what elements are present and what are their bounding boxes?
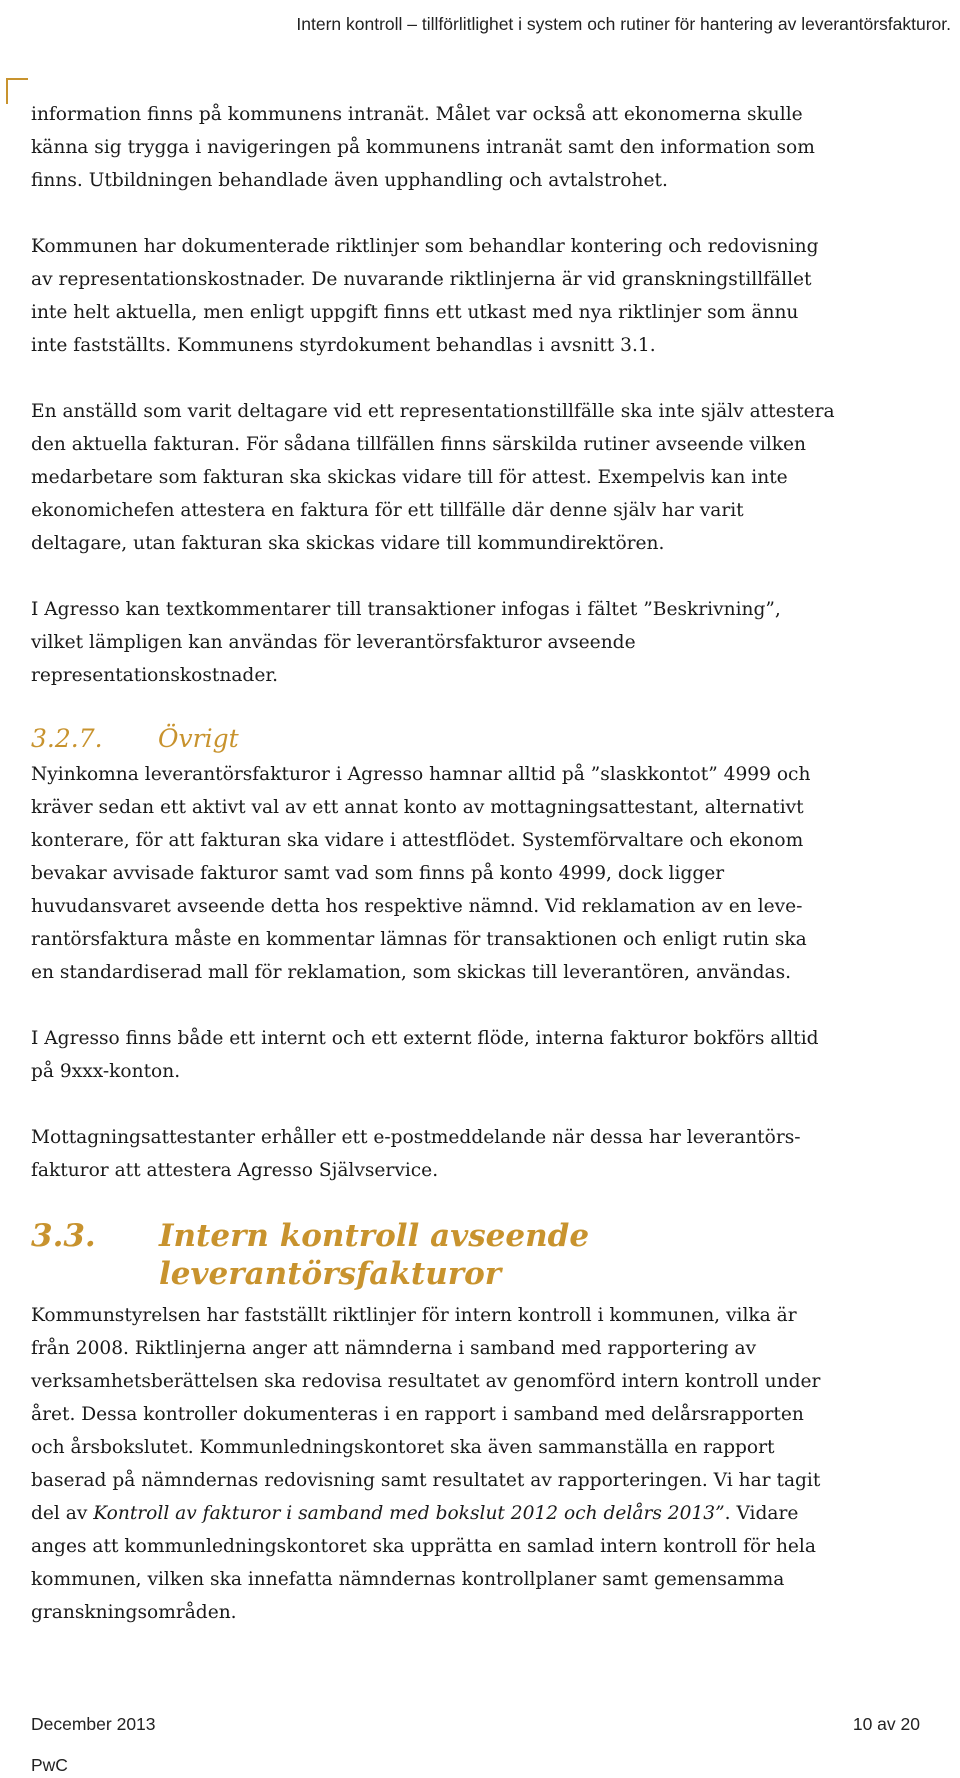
paragraph-internal-external-flow: [31, 1022, 951, 1088]
footer-page-number: 10 av 20: [852, 1714, 920, 1734]
text-line: Nyinkomna leverantörsfakturor i Agresso hamnar alltid på ”slaskkontot” 4999 och: [31, 764, 811, 785]
text-line: I Agresso finns både ett internt och ett externt flöde, interna fakturor bokförs alltid: [31, 1028, 819, 1049]
text-line: Mottagningsattestanter erhåller ett e-postmeddelande när dessa har leverantörs-: [31, 1127, 801, 1148]
text-line: känna sig trygga i navigeringen på kommunens intranät samt den information som: [31, 137, 815, 158]
text-fragment: del av: [31, 1503, 94, 1524]
running-header-title: Intern kontroll – tillförlitlighet i system och rutiner för hantering av leverantörsfakturor.: [296, 14, 951, 34]
section-heading-3-3: [31, 1217, 951, 1293]
paragraph-slask-account: [31, 758, 951, 989]
report-title-italic: Kontroll av fakturor i samband med bokslut 2012 och delårs 2013”: [93, 1503, 725, 1524]
paragraph-representation-guidelines: [31, 230, 951, 362]
text-line: en standardiserad mall för reklamation, som skickas till leverantören, användas.: [31, 962, 792, 983]
text-line: vilket lämpligen kan användas för leverantörsfakturor avseende: [31, 632, 636, 653]
text-line: verksamhetsberättelsen ska redovisa resultatet av genomförd intern kontroll under: [31, 1371, 821, 1392]
paragraph-intranet-training: [31, 98, 951, 197]
text-line: I Agresso kan textkommentarer till transaktioner infogas i fältet ”Beskrivning”,: [31, 599, 781, 620]
text-line: bevakar avvisade fakturor samt vad som finns på konto 4999, dock ligger: [31, 863, 725, 884]
section-heading-3-2-7: [31, 722, 951, 756]
text-line: av representationskostnader. De nuvarande riktlinjerna är vid granskningstillfället: [31, 269, 812, 290]
paragraph-email-notification: [31, 1121, 951, 1187]
section-title: Övrigt: [158, 724, 239, 753]
text-line: konterare, för att fakturan ska vidare i attestflödet. Systemförvaltare och ekonom: [31, 830, 804, 851]
text-line: inte fastställts. Kommunens styrdokument behandlas i avsnitt 3.1.: [31, 335, 656, 356]
text-line: kommunen, vilken ska innefatta nämndernas kontrollplaner samt gemensamma: [31, 1569, 785, 1590]
text-line: kräver sedan ett aktivt val av ett annat konto av mottagningsattestant, alternativt: [31, 797, 804, 818]
text-fragment: . Vidare: [724, 1503, 799, 1524]
text-line: anges att kommunledningskontoret ska upprätta en samlad intern kontroll för hela: [31, 1536, 816, 1557]
section-number: 3.2.7.: [31, 724, 103, 753]
text-line: En anställd som varit deltagare vid ett representationstillfälle ska inte själv attestera: [31, 401, 835, 422]
paragraph-agresso-comments: [31, 593, 951, 692]
corner-crop-mark: [6, 78, 28, 104]
text-line: medarbetare som fakturan ska skickas vidare till för attest. Exempelvis kan inte: [31, 467, 788, 488]
text-line: [31, 1497, 951, 1530]
text-line: ekonomichefen attestera en faktura för ett tillfälle där denne själv har varit: [31, 500, 744, 521]
text-line: från 2008. Riktlinjerna anger att nämnderna i samband med rapportering av: [31, 1338, 757, 1359]
paragraph-attestation-rules: [31, 395, 951, 560]
section-title-line: Intern kontroll avseende: [159, 1218, 590, 1254]
document-body: [31, 98, 951, 1662]
text-line: året. Dessa kontroller dokumenteras i en rapport i samband med delårsrapporten: [31, 1404, 804, 1425]
text-line: finns. Utbildningen behandlade även upphandling och avtalstrohet.: [31, 170, 668, 191]
footer-brand: PwC: [31, 1755, 68, 1775]
section-number: 3.3.: [31, 1218, 96, 1254]
text-line: inte helt aktuella, men enligt uppgift finns ett utkast med nya riktlinjer som ännu: [31, 302, 799, 323]
text-line: Kommunen har dokumenterade riktlinjer som behandlar kontering och redovisning: [31, 236, 819, 257]
text-line: granskningsområden.: [31, 1602, 237, 1623]
text-line: deltagare, utan fakturan ska skickas vidare till kommundirektören.: [31, 533, 665, 554]
section-title: [159, 1217, 589, 1293]
text-line: på 9xxx-konton.: [31, 1061, 181, 1082]
text-line: representationskostnader.: [31, 665, 279, 686]
text-line: baserad på nämndernas redovisning samt resultatet av rapporteringen. Vi har tagit: [31, 1470, 821, 1491]
paragraph-internal-control-guidelines: [31, 1299, 951, 1629]
text-line: fakturor att attestera Agresso Självservice.: [31, 1160, 439, 1181]
text-line: Kommunstyrelsen har fastställt riktlinjer för intern kontroll i kommunen, vilka är: [31, 1305, 797, 1326]
text-line: information finns på kommunens intranät. Målet var också att ekonomerna skulle: [31, 104, 803, 125]
section-title-line: leverantörsfakturor: [159, 1256, 502, 1292]
text-line: rantörsfaktura måste en kommentar lämnas för transaktionen och enligt rutin ska: [31, 929, 807, 950]
footer-date: December 2013: [31, 1714, 156, 1734]
text-line: den aktuella fakturan. För sådana tillfällen finns särskilda rutiner avseende vilken: [31, 434, 807, 455]
text-line: huvudansvaret avseende detta hos respektive nämnd. Vid reklamation av en leve-: [31, 896, 803, 917]
text-line: och årsbokslutet. Kommunledningskontoret ska även sammanställa en rapport: [31, 1437, 775, 1458]
